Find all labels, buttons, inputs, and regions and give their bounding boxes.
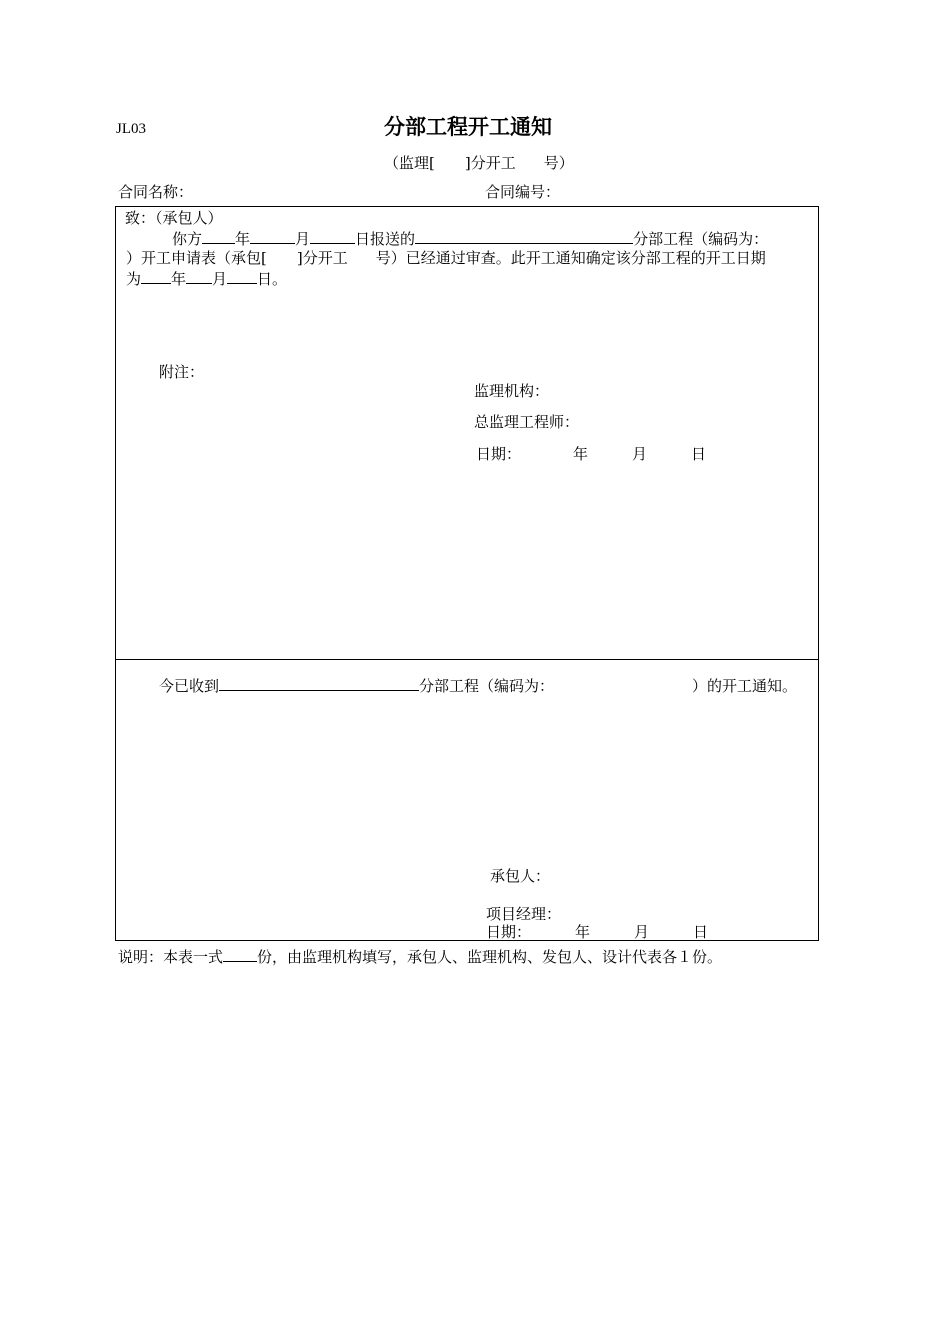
start-day-label: 日。 (257, 270, 288, 288)
submit-year-blank[interactable] (202, 228, 235, 244)
notice-division: 分部工程（编码为： (633, 230, 769, 248)
copies-blank[interactable] (223, 946, 257, 962)
receipt-date-day: 日 (693, 923, 709, 941)
notice-line3-prefix: 为 (126, 270, 142, 288)
receipt-line (159, 675, 797, 695)
chief-engineer-label: 总监理工程师： (474, 413, 580, 431)
notice-line2-end: 号）已经通过审查。此开工通知确定该分部工程的开工日期 (375, 249, 766, 267)
received-division-blank[interactable] (219, 675, 419, 691)
footer-note-suffix: 份，由监理机构填写，承包人、监理机构、发包人、设计代表各１份。 (257, 948, 723, 966)
receipt-date-year: 年 (575, 923, 591, 941)
receipt-date (486, 923, 708, 941)
notice-number-open: （监理[ (384, 154, 435, 172)
supervision-org-label: 监理机构： (474, 382, 550, 400)
notice-number (384, 154, 574, 172)
start-month-blank[interactable] (186, 268, 212, 284)
receipt-date-label: 日期： (486, 923, 532, 941)
start-year-label: 年 (171, 270, 187, 288)
attachment-label: 附注： (159, 363, 205, 381)
notice-date-year: 年 (573, 445, 589, 463)
notice-year: 年 (235, 230, 251, 248)
submit-day-blank[interactable] (310, 228, 355, 244)
contractor-label: 承包人： (490, 867, 551, 885)
form-table (115, 206, 819, 941)
notice-line2: ）开工申请表（承包[ (126, 249, 267, 267)
notice-date (476, 445, 706, 463)
start-year-blank[interactable] (141, 268, 171, 284)
contract-name-label: 合同名称： (118, 183, 194, 201)
page-title: 分部工程开工通知 (384, 115, 552, 139)
division-name-blank[interactable] (415, 228, 633, 244)
start-day-blank[interactable] (227, 268, 257, 284)
form-code: JL03 (116, 121, 146, 137)
notice-date-day: 日 (691, 445, 707, 463)
notice-you: 你方 (172, 230, 203, 248)
notice-number-close: 号） (543, 154, 574, 172)
receipt-division: 分部工程（编码为： (419, 677, 555, 695)
receipt-suffix: ）的开工通知。 (692, 677, 798, 695)
notice-date-month: 月 (632, 445, 648, 463)
project-manager-label: 项目经理： (486, 905, 562, 923)
addressee-label: 致：（承包人） (125, 209, 223, 227)
notice-number-mid: ]分开工 (464, 154, 516, 172)
footer-note (118, 946, 722, 966)
notice-line2-mid: ]分开工 (296, 249, 348, 267)
receipt-prefix: 今已收到 (159, 677, 220, 695)
start-month-label: 月 (212, 270, 228, 288)
notice-day-submitted: 日报送的 (355, 230, 416, 248)
footer-note-prefix: 说明：本表一式 (118, 948, 224, 966)
submit-month-blank[interactable] (250, 228, 295, 244)
notice-paragraph (126, 228, 814, 289)
notice-date-label: 日期： (476, 445, 522, 463)
contract-number-label: 合同编号： (485, 183, 561, 201)
notice-month: 月 (295, 230, 311, 248)
receipt-date-month: 月 (634, 923, 650, 941)
section-divider (116, 659, 818, 660)
